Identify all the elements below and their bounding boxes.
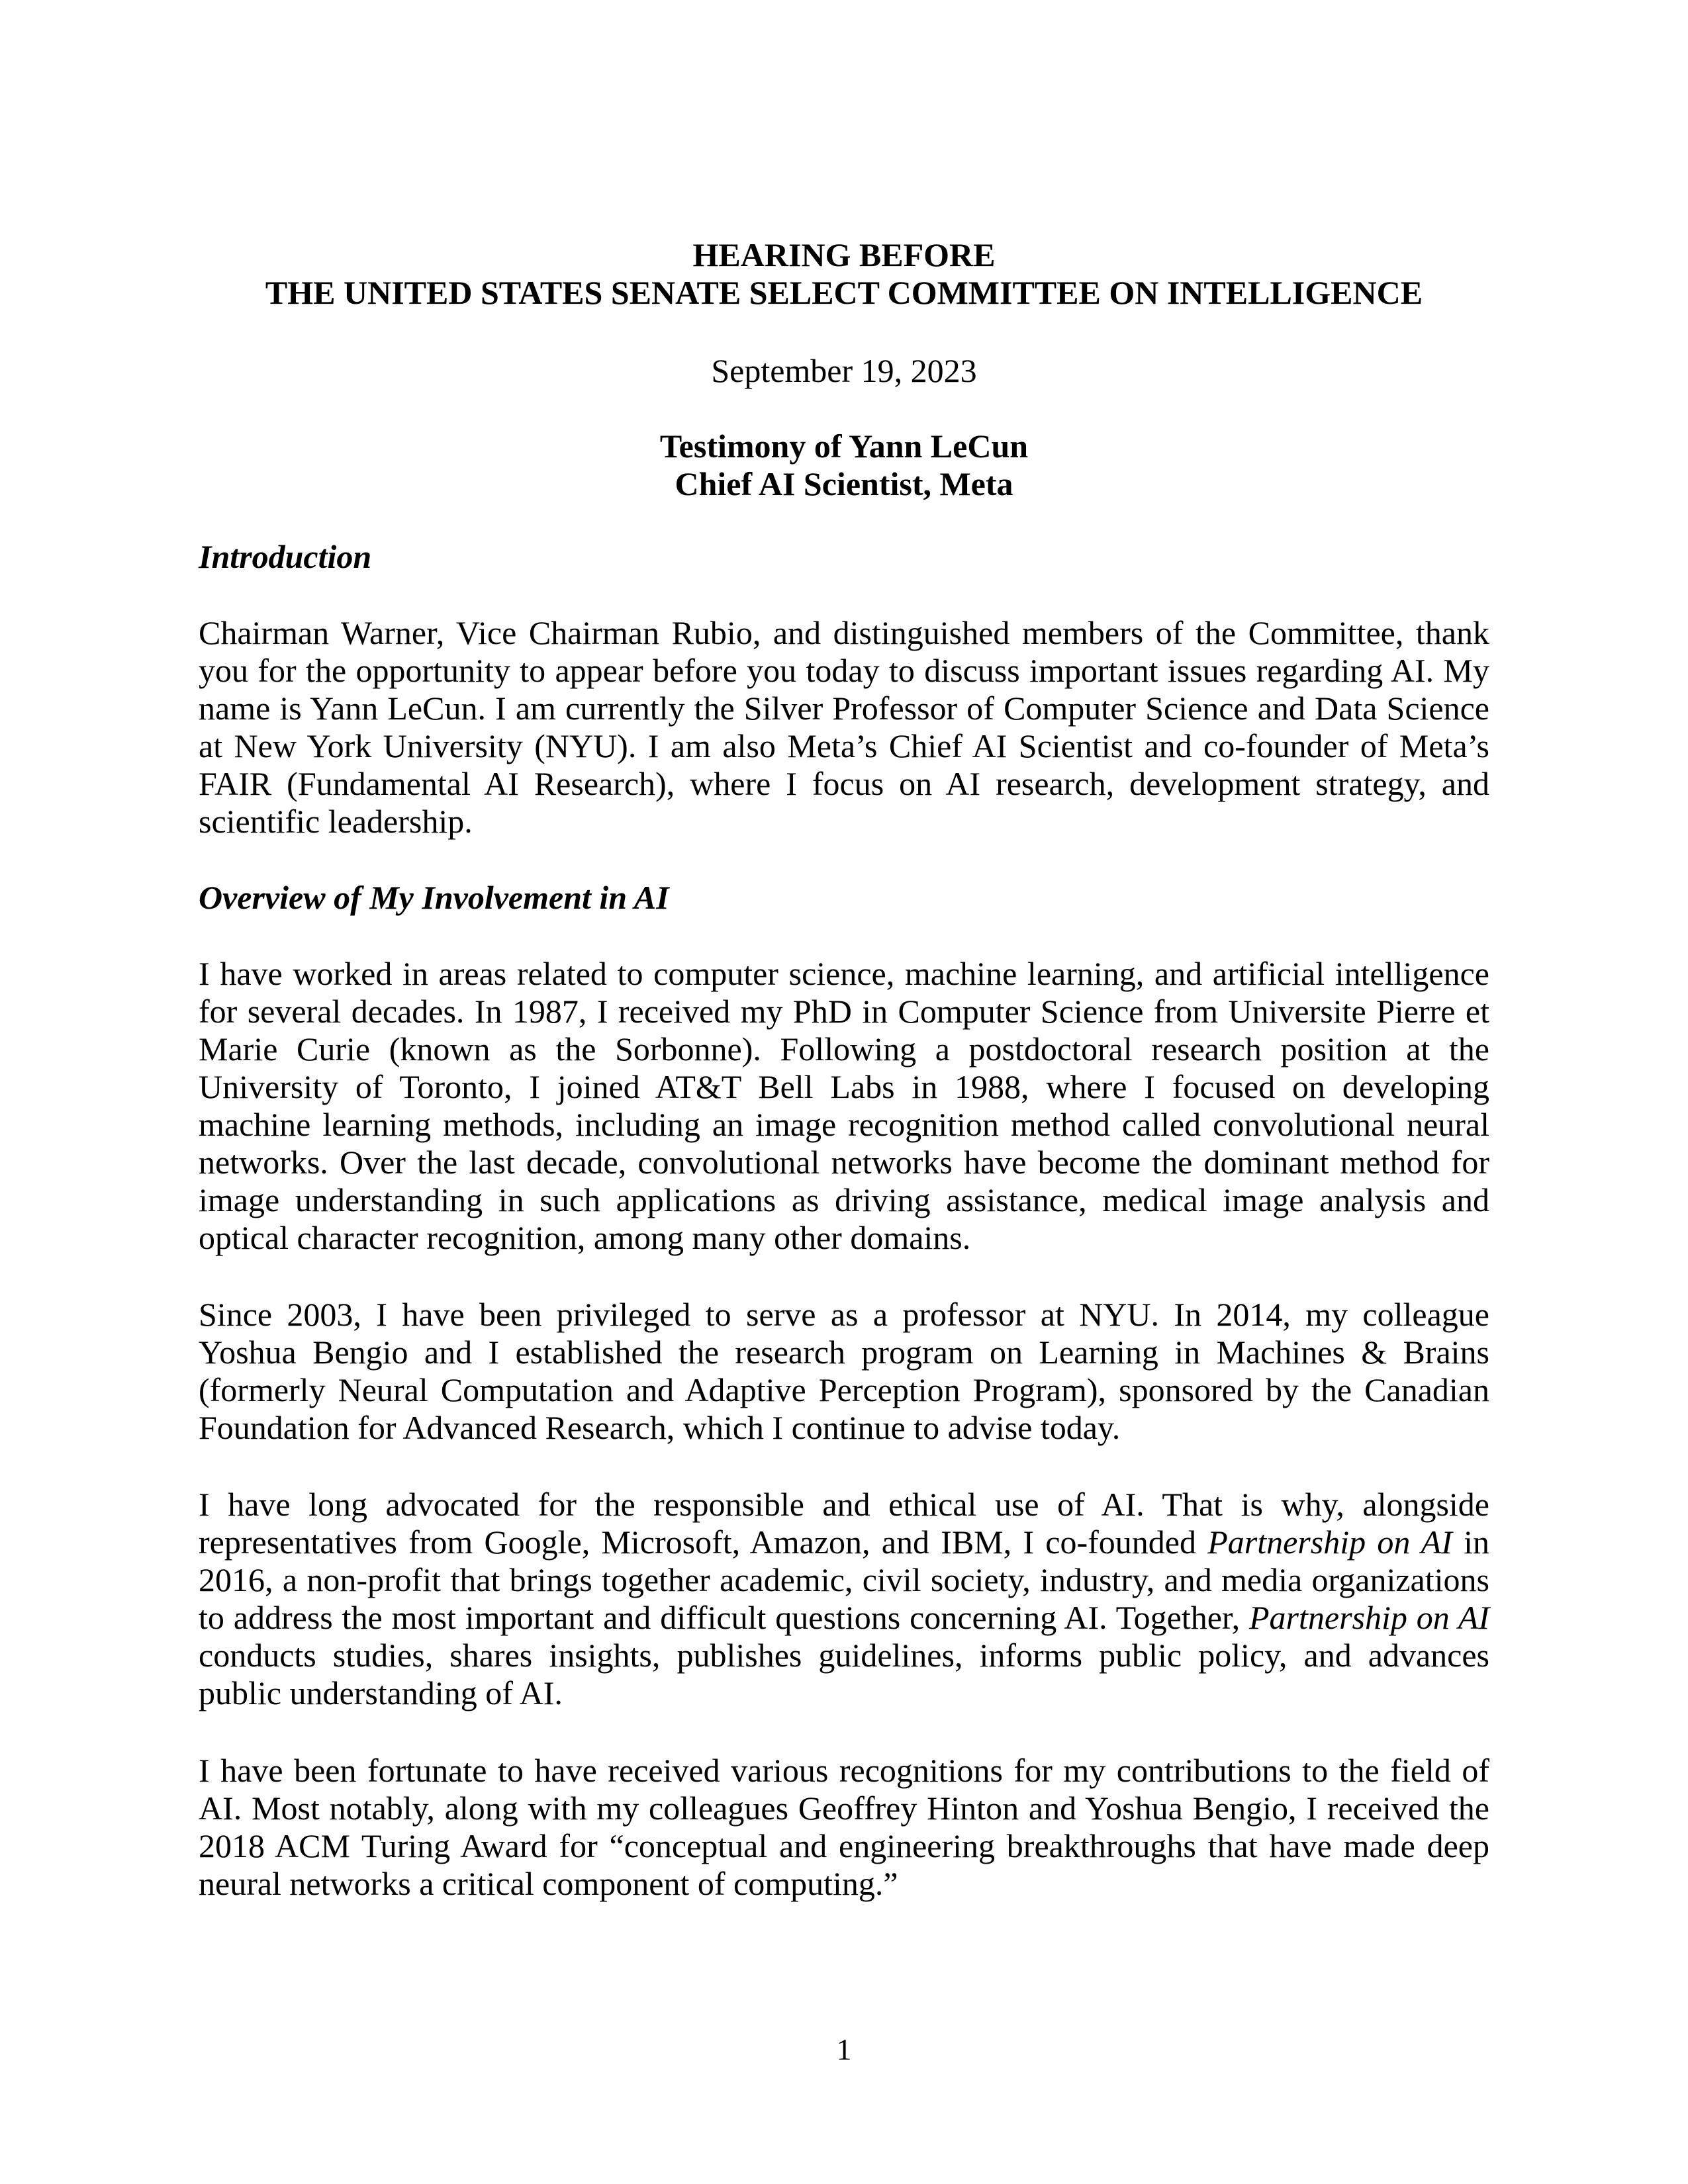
text-line: machine learning methods, including an image recognition method called convolutional neural	[199, 1106, 1489, 1143]
text-line: I have long advocated for the responsible and ethical use of AI. That is why, alongside	[199, 1486, 1489, 1523]
text-run: in	[1452, 1524, 1489, 1561]
text-line: Marie Curie (known as the Sorbonne). Following a postdoctoral research position at the	[199, 1030, 1489, 1068]
hearing-title	[0, 236, 1688, 312]
text-line: neural networks a critical component of computing.”	[199, 1865, 898, 1902]
text-line: Since 2003, I have been privileged to serve as a professor at NYU. In 2014, my colleague	[199, 1296, 1489, 1333]
paragraph-recognitions	[199, 1752, 1489, 1903]
text-line: scientific leadership.	[199, 803, 473, 840]
text-run: to address the most important and difficult questions concerning AI. Together,	[199, 1599, 1249, 1636]
text-line: for several decades. In 1987, I received my PhD in Computer Science from Universite Pierre et	[199, 993, 1489, 1030]
text-line: 2018 ACM Turing Award for “conceptual and engineering breakthroughs that have made deep	[199, 1827, 1489, 1864]
text-line: name is Yann LeCun. I am currently the Silver Professor of Computer Science and Data Science	[199, 690, 1489, 727]
text-line: Chairman Warner, Vice Chairman Rubio, and distinguished members of the Committee, thank	[199, 614, 1489, 651]
testimony-name: Testimony of Yann LeCun	[659, 428, 1029, 465]
section-heading-introduction: Introduction	[199, 538, 372, 575]
text-line	[199, 1524, 1489, 1561]
text-line: (formerly Neural Computation and Adaptive Perception Program), sponsored by the Canadian	[199, 1371, 1489, 1408]
text-line: public understanding of AI.	[199, 1674, 563, 1711]
testimony-role: Chief AI Scientist, Meta	[675, 465, 1013, 502]
text-line: I have worked in areas related to computer science, machine learning, and artificial intelligence	[199, 955, 1489, 992]
text-line: conducts studies, shares insights, publishes guidelines, informs public policy, and advances	[199, 1637, 1489, 1674]
text-line: you for the opportunity to appear before you today to discuss important issues regarding AI. My	[199, 652, 1489, 689]
text-line: AI. Most notably, along with my colleagues Geoffrey Hinton and Yoshua Bengio, I received the	[199, 1790, 1489, 1827]
text-line: University of Toronto, I joined AT&T Bell Labs in 1988, where I focused on developing	[199, 1068, 1489, 1105]
section-heading-overview: Overview of My Involvement in AI	[199, 879, 669, 916]
text-line: image understanding in such applications as driving assistance, medical image analysis and	[199, 1181, 1489, 1218]
testimony-byline	[0, 428, 1688, 503]
partnership-on-ai-name: Partnership on AI	[1249, 1599, 1489, 1636]
paragraph-career-background	[199, 955, 1489, 1257]
partnership-on-ai-name: Partnership on AI	[1207, 1524, 1452, 1561]
text-line: 2016, a non-profit that brings together academic, civil society, industry, and media organizations	[199, 1561, 1489, 1598]
page-number: 1	[836, 2032, 852, 2066]
hearing-date: September 19, 2023	[711, 352, 977, 389]
text-line	[199, 1599, 1489, 1637]
text-line: I have been fortunate to have received various recognitions for my contributions to the field of	[199, 1752, 1489, 1789]
text-line: Foundation for Advanced Research, which I continue to advise today.	[199, 1409, 1121, 1446]
hearing-title-line-1: HEARING BEFORE	[692, 236, 996, 273]
text-line: at New York University (NYU). I am also Meta’s Chief AI Scientist and co-founder of Meta’s	[199, 727, 1489, 764]
text-line: FAIR (Fundamental AI Research), where I focus on AI research, development strategy, and	[199, 765, 1489, 802]
text-line: networks. Over the last decade, convolutional networks have become the dominant method for	[199, 1144, 1489, 1181]
paragraph-introduction	[199, 614, 1489, 841]
text-line: optical character recognition, among many other domains.	[199, 1219, 971, 1256]
paragraph-nyu-professorship	[199, 1296, 1489, 1447]
hearing-title-line-2: THE UNITED STATES SENATE SELECT COMMITTEE ON INTELLIGENCE	[265, 274, 1423, 311]
text-line: Yoshua Bengio and I established the research program on Learning in Machines & Brains	[199, 1334, 1489, 1371]
text-run: representatives from Google, Microsoft, Amazon, and IBM, I co-founded	[199, 1524, 1208, 1561]
paragraph-responsible-ai	[199, 1486, 1489, 1712]
